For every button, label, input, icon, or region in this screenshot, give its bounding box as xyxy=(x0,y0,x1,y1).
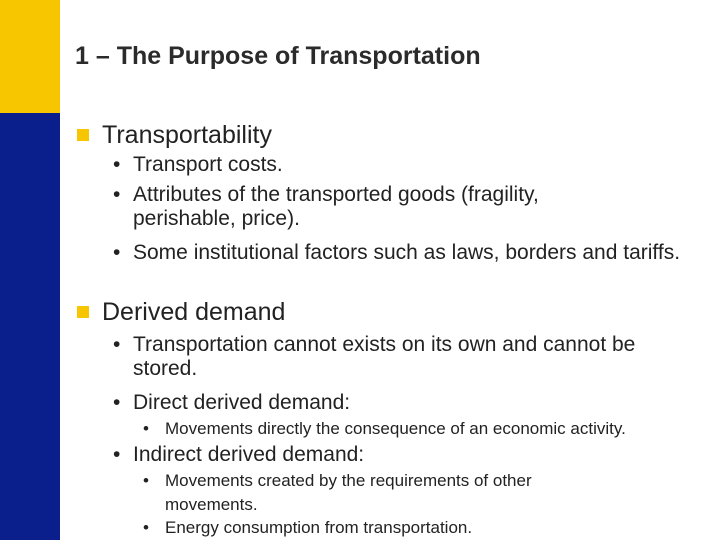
accent-bar-blue xyxy=(0,113,60,540)
list-item-text: Transport costs. xyxy=(133,153,283,176)
sub-list-item-text: Movements created by the requirements of other movements. xyxy=(165,471,532,514)
bullet-icon: • xyxy=(143,471,149,490)
list-item xyxy=(113,443,693,467)
list-item xyxy=(113,391,693,415)
bullet-icon: • xyxy=(113,333,121,356)
sub-list-item-text: Energy consumption from transportation. xyxy=(165,518,473,537)
sub-list-item xyxy=(143,469,613,517)
slide-title: 1 – The Purpose of Transportation xyxy=(75,42,481,70)
square-bullet-icon xyxy=(77,306,89,318)
bullet-icon: • xyxy=(113,183,121,206)
list-item xyxy=(113,241,698,265)
square-bullet-icon xyxy=(77,129,89,141)
list-item xyxy=(113,153,693,177)
bullet-icon: • xyxy=(143,419,149,438)
section-heading: Derived demand xyxy=(102,297,286,326)
sub-list-item-text: Movements directly the consequence of an economic activity. xyxy=(165,419,626,438)
bullet-icon: • xyxy=(143,518,149,537)
list-item-text: Direct derived demand: xyxy=(133,391,351,414)
section-derived-demand xyxy=(77,297,285,327)
list-item-text: Attributes of the transported goods (fragility, perishable, price). xyxy=(133,183,539,230)
list-item-text: Indirect derived demand: xyxy=(133,443,365,466)
accent-bar-yellow xyxy=(0,0,60,113)
bullet-icon: • xyxy=(113,391,121,414)
bullet-icon: • xyxy=(113,443,121,466)
section-heading: Transportability xyxy=(102,120,272,149)
list-item xyxy=(113,183,633,231)
bullet-icon: • xyxy=(113,153,121,176)
list-item-text: Some institutional factors such as laws, borders and tariffs. xyxy=(133,241,681,264)
bullet-icon: • xyxy=(113,241,121,264)
sub-list-item xyxy=(143,417,718,441)
sub-list-item xyxy=(143,516,703,540)
list-item-text: Transportation cannot exists on its own and cannot be stored. xyxy=(133,333,636,380)
section-transportability xyxy=(77,120,272,150)
list-item xyxy=(113,333,693,381)
